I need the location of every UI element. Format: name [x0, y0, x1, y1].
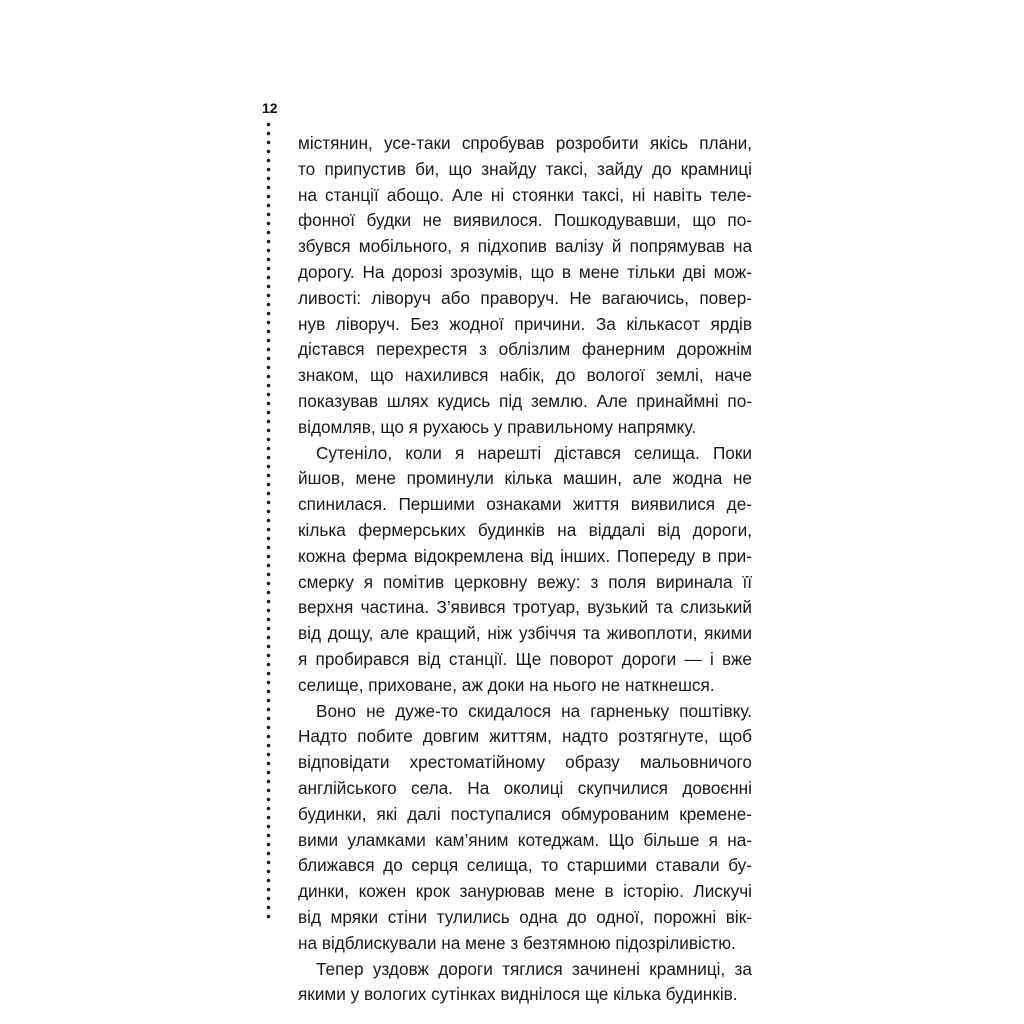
text-line: якими у вологих сутінках виднілося ще кілька будинків.: [298, 984, 738, 1005]
text-line: я пробирався від станції. Ще поворот дороги — і вже: [298, 648, 752, 669]
text-line: на станції абощо. Але ні стоянки таксі, ні навіть теле-: [298, 184, 752, 205]
text-line: будинки, які далі поступалися обмурованим кремене-: [298, 803, 752, 824]
text-line: ливості: ліворуч або праворуч. Не вагаючись, повер-: [298, 287, 752, 308]
text-line: кожна ферма відокремлена від інших. Попереду в при-: [298, 545, 752, 566]
text-line: містянин, усе-таки спробував розробити якісь плани,: [298, 133, 752, 153]
body-text: [298, 131, 752, 1008]
text-line: Воно не дуже-то скидалося на гарненьку поштівку.: [316, 700, 752, 721]
text-line: знаком, що нахилився набік, до вологої землі, наче: [298, 365, 752, 386]
text-line: нув ліворуч. Без жодної причини. За кількасот ярдів: [298, 313, 752, 334]
text-line: Тепер уздовж дороги тяглися зачинені крамниці, за: [316, 958, 752, 979]
text-line: Надто побите довгим життям, надто розтягнуте, щоб: [298, 726, 752, 747]
text-line: Сутеніло, коли я нарешті дістався селища. Поки: [316, 442, 752, 463]
text-line: відповідати хрестоматійному образу мальовничого: [298, 752, 752, 773]
text-line: верхня частина. З’явився тротуар, вузький та слизький: [298, 597, 752, 618]
text-line: дістався перехрестя з облізлим фанерним дорожнім: [298, 339, 752, 360]
dotted-margin-rule: [266, 120, 271, 920]
text-line: від мряки стіни тулились одна до одної, порожні вік-: [298, 906, 752, 927]
text-line: динки, кожен крок занурював мене в історію. Лискучі: [298, 881, 752, 902]
text-line: ближався до серця селища, то старшими ставали бу-: [298, 855, 752, 876]
text-line: йшов, мене проминули кілька машин, але жодна не: [298, 468, 752, 489]
text-line: на відблискували на мене з безтямною підозріливістю.: [298, 932, 736, 953]
text-line: смерку я помітив церковну вежу: з поля виринала її: [298, 571, 752, 592]
text-line: збувся мобільного, я підхопив валізу й попрямував на: [298, 236, 752, 257]
page-number: 12: [262, 100, 278, 116]
text-line: від дощу, але кращий, ніж узбіччя та живоплоти, якими: [298, 623, 752, 644]
text-line: вими уламками кам’яним котеджам. Що більше я на-: [298, 829, 752, 850]
text-line: показував шлях кудись під землю. Але принаймні по-: [298, 390, 752, 411]
text-line: дорогу. На дорозі зрозумів, що в мене тільки дві мож-: [298, 261, 752, 282]
text-line: англійського села. На околиці скупчилися довоєнні: [298, 777, 752, 798]
text-line: спинилася. Першими ознаками життя виявилися де-: [298, 494, 752, 515]
text-line: відомляв, що я рухаюсь у правильному напрямку.: [298, 416, 697, 437]
text-line: селище, приховане, аж доки на нього не наткнешся.: [298, 674, 715, 695]
text-line: фонної будки не виявилося. Пошкодувавши, що по-: [298, 210, 752, 231]
text-line: то припустив би, що знайду таксі, зайду до крамниці: [298, 158, 752, 179]
text-line: кілька фермерських будинків на віддалі від дороги,: [298, 519, 752, 540]
